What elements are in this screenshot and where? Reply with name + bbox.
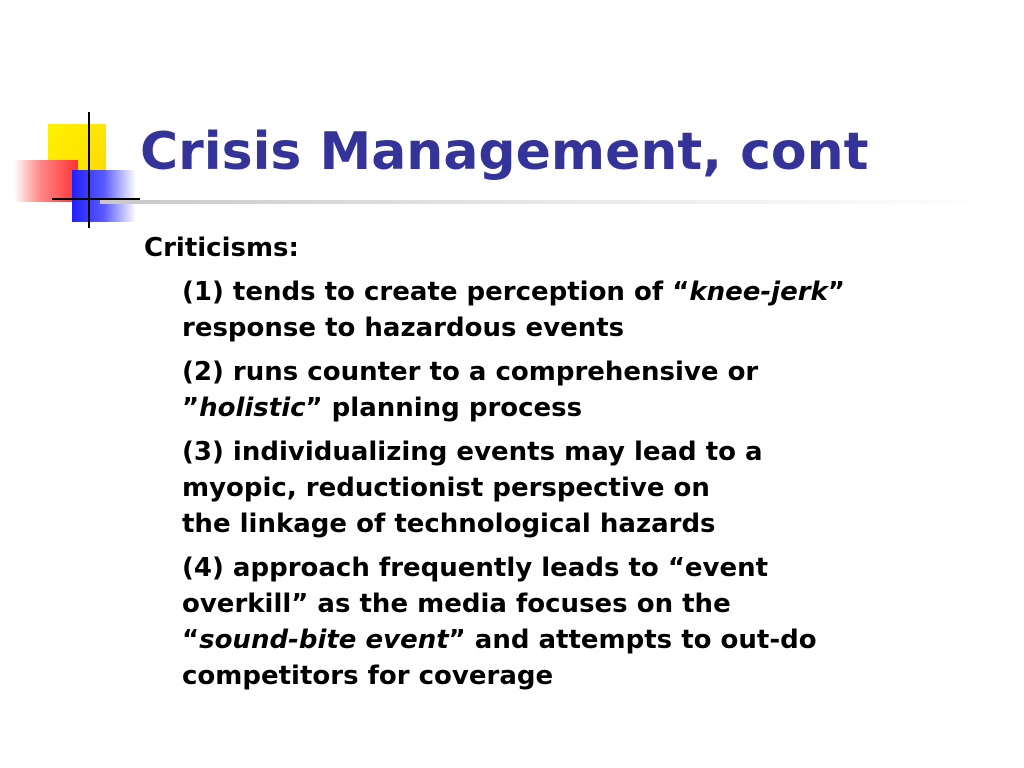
blue-square-decoration	[72, 170, 136, 222]
criticism-line	[182, 658, 1004, 694]
vertical-line-decoration	[88, 112, 90, 228]
item-number: (2)	[182, 357, 224, 387]
text-run: individualizing events may lead to a	[232, 437, 763, 467]
text-run: overkill” as the media focuses on the	[182, 589, 731, 619]
text-run: “	[182, 625, 200, 655]
item-number: (4)	[182, 553, 224, 583]
criticism-line	[182, 310, 1004, 346]
criticism-line	[182, 434, 1004, 470]
title-underline-rule	[100, 200, 1000, 204]
criticism-line	[182, 390, 1004, 426]
criticism-line	[182, 274, 1004, 310]
slide-logo-decoration	[0, 0, 140, 240]
text-run: ”	[182, 393, 200, 423]
text-run: myopic, reductionist perspective on	[182, 473, 710, 503]
criticism-item	[182, 274, 1004, 346]
criticism-line	[182, 506, 1004, 542]
slide-body	[144, 230, 1004, 702]
slide-title: Crisis Management, cont	[140, 122, 869, 182]
italic-text-run: holistic	[199, 393, 306, 423]
text-run: competitors for coverage	[182, 661, 554, 691]
criticisms-heading: Criticisms:	[144, 233, 299, 263]
text-run: ” and attempts to out-do	[448, 625, 817, 655]
item-number: (3)	[182, 437, 224, 467]
criticism-line	[182, 470, 1004, 506]
text-run: ” planning process	[305, 393, 583, 423]
item-number: (1)	[182, 277, 224, 307]
criticism-line	[182, 586, 1004, 622]
text-run: tends to create perception of “	[232, 277, 690, 307]
criticism-line	[182, 550, 1004, 586]
criticism-item	[182, 550, 1004, 694]
italic-text-run: knee-jerk	[689, 277, 828, 307]
red-bar-decoration	[14, 160, 78, 202]
criticism-item	[182, 434, 1004, 542]
italic-text-run: sound-bite event	[199, 625, 449, 655]
text-run: the linkage of technological hazards	[182, 509, 716, 539]
text-run: ”	[827, 277, 845, 307]
criticism-item	[182, 354, 1004, 426]
criticism-line	[182, 622, 1004, 658]
text-run: runs counter to a comprehensive or	[232, 357, 759, 387]
text-run: response to hazardous events	[182, 313, 625, 343]
text-run: approach frequently leads to “event	[232, 553, 769, 583]
criticism-line	[182, 354, 1004, 390]
